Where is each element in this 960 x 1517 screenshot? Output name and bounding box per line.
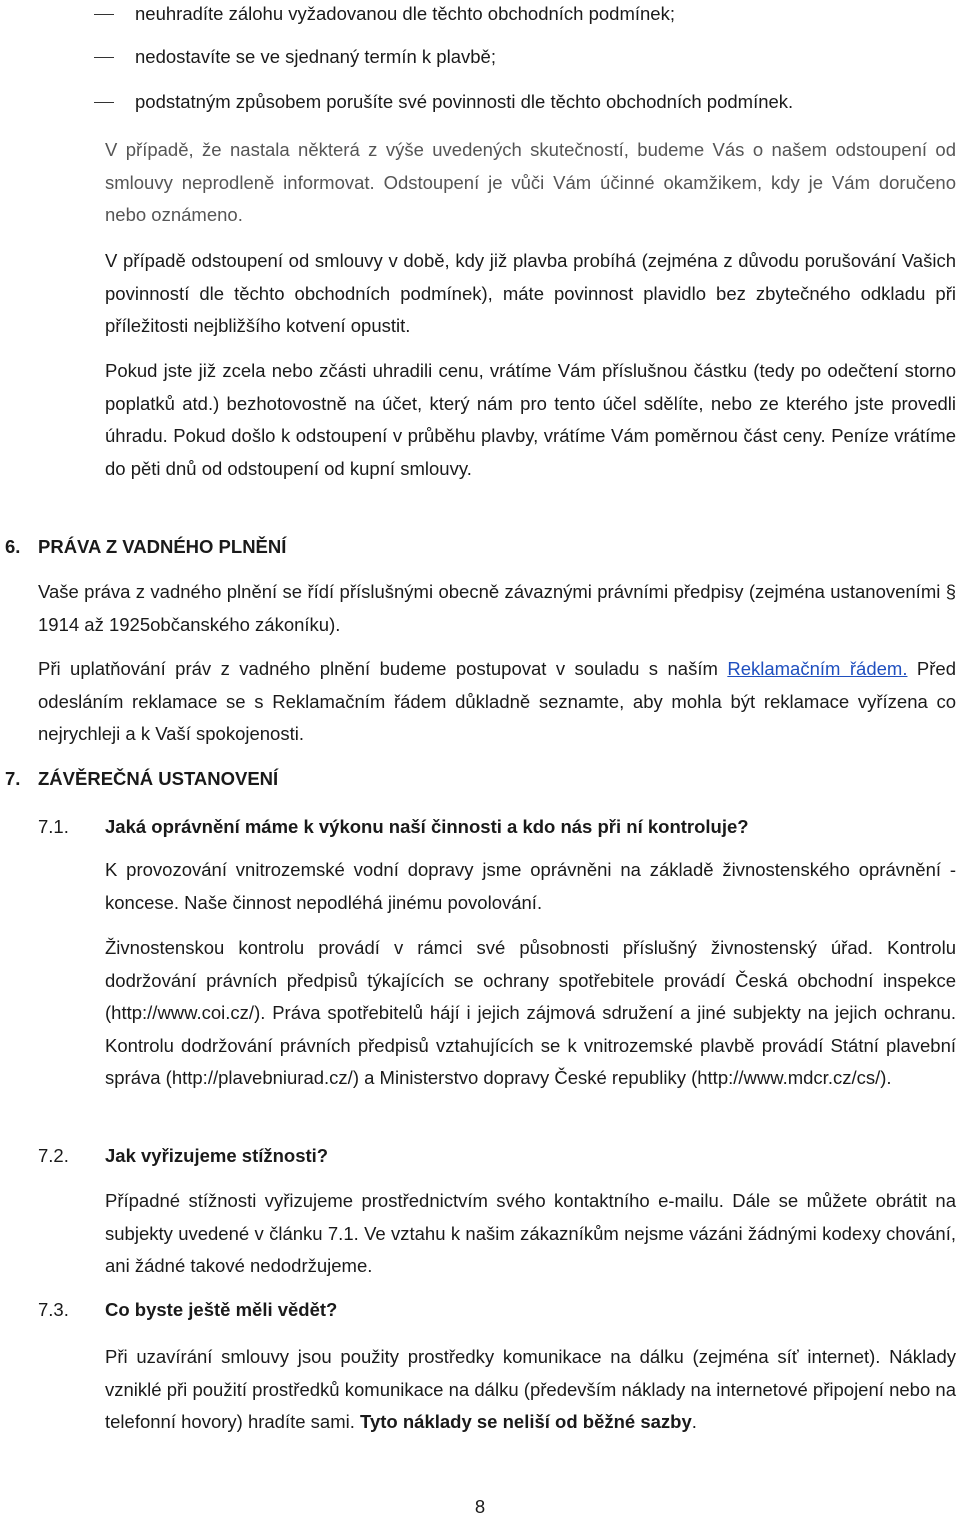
- subsection-7-1-number: 7.1.: [38, 816, 69, 837]
- reklamacni-rad-link[interactable]: Reklamačním řádem.: [727, 658, 908, 679]
- text-span: Při uzavírání smlouvy jsou použity prostředky komunikace na dálku (zejména síť internet). Náklady vzniklé při použití prostředků komunikace na dálku (především náklady na internetové připojení nebo na telefonní hovory) hradíte sami.: [105, 1346, 956, 1433]
- subsection-7-1-title: Jaká oprávnění máme k výkonu naší činnosti a kdo nás při ní kontroluje?: [105, 816, 749, 837]
- text-span: .: [691, 1411, 697, 1433]
- section-6-paragraph-2: [38, 653, 956, 751]
- paragraph-refund: Pokud jste již zcela nebo zčásti uhradili cenu, vrátíme Vám příslušnou částku (tedy po odečtení storno poplatků atd.) bezhotovostně na účet, který nám pro tento účel sdělíte, nebo ze kterého jste provedli úhradu. Pokud došlo k odstoupení v průběhu plavby, vrátíme Vám poměrnou část ceny. Peníze vrátíme do pěti dnů od odstoupení od kupní smlouvy.: [105, 360, 956, 479]
- paragraph-during-cruise: V případě odstoupení od smlouvy v době, kdy již plavba probíhá (zejména z důvodu porušování Vašich povinností dle těchto obchodních podmínek), máte povinnost plavidlo bez zbytečného odkladu při příležitosti nejbližšího kotvení opustit.: [105, 250, 956, 337]
- section-6-paragraph-1: Vaše práva z vadného plnění se řídí příslušnými obecně závaznými právními předpisy (zejména ustanoveními § 1914 až 1925občanského zákoníku).: [38, 581, 956, 635]
- bullet-dash: [94, 57, 114, 58]
- subsection-7-2-number: 7.2.: [38, 1145, 69, 1166]
- text-span: Před odesláním reklamace se s Reklamačním řádem důkladně seznamte, aby mohla být reklamace vyřízena co nejrychleji a k Vaší spokojenosti.: [38, 658, 956, 745]
- bullet-dash: [94, 14, 114, 15]
- subsection-7-3-number: 7.3.: [38, 1299, 69, 1320]
- subsection-7-2-paragraph-1: Případné stížnosti vyřizujeme prostřednictvím svého kontaktního e-mailu. Dále se můžete obrátit na subjekty uvedené v článku 7.1. Ve vztahu k našim zákazníkům nejsme vázáni žádnými kodexy chování, ani žádné takové nedodržujeme.: [105, 1190, 956, 1277]
- bullet-item: podstatným způsobem porušíte své povinnosti dle těchto obchodních podmínek.: [135, 91, 794, 112]
- bullet-item: neuhradíte zálohu vyžadovanou dle těchto obchodních podmínek;: [135, 3, 675, 24]
- bullet-item: nedostavíte se ve sjednaný termín k plavbě;: [135, 46, 496, 67]
- subsection-7-3-paragraph-1: [105, 1341, 956, 1439]
- text-span: V případě, že nastala některá z výše uvedených skutečností, budeme Vás o našem odstoupení od smlouvy neprodleně informovat.: [105, 139, 956, 193]
- subsection-7-3-title: Co byste ještě měli vědět?: [105, 1299, 338, 1320]
- subsection-7-2-title: Jak vyřizujeme stížnosti?: [105, 1145, 329, 1166]
- section-6-title: PRÁVA Z VADNÉHO PLNĚNÍ: [38, 536, 287, 557]
- section-6-number: 6.: [5, 536, 21, 557]
- subsection-7-1-paragraph-1: K provozování vnitrozemské vodní dopravy jsme oprávněni na základě živnostenského oprávnění - koncese. Naše činnost nepodléhá jinému povolování.: [105, 859, 956, 913]
- section-7-number: 7.: [5, 768, 21, 789]
- paragraph-withdrawal-notice: [105, 134, 956, 232]
- bullet-dash: [94, 102, 114, 103]
- text-span: Tyto náklady se neliší od běžné sazby: [360, 1411, 692, 1433]
- page-number: 8: [474, 1496, 486, 1517]
- section-7-title: ZÁVĚREČNÁ USTANOVENÍ: [38, 768, 279, 789]
- text-span: Při uplatňování práv z vadného plnění budeme postupovat v souladu s naším: [38, 658, 728, 679]
- text-span: Odstoupení je vůči Vám účinné okamžikem, kdy je Vám doručeno nebo oznámeno.: [105, 171, 956, 226]
- subsection-7-1-paragraph-2: Živnostenskou kontrolu provádí v rámci své působnosti příslušný živnostenský úřad. Kontrolu dodržování právních předpisů týkajících se ochrany spotřebitele provádí Česká obchodní inspekce (http://www.coi.cz/). Práva spotřebitelů hájí i jejich zájmová sdružení a jiné subjekty na jejich ochranu. Kontrolu dodržování právních předpisů vztahujících se k vnitrozemské plavbě provádí Státní plavební správa (http://plavebniurad.cz/) a Ministerstvo dopravy České republiky (http://www.mdcr.cz/cs/).: [105, 937, 956, 1089]
